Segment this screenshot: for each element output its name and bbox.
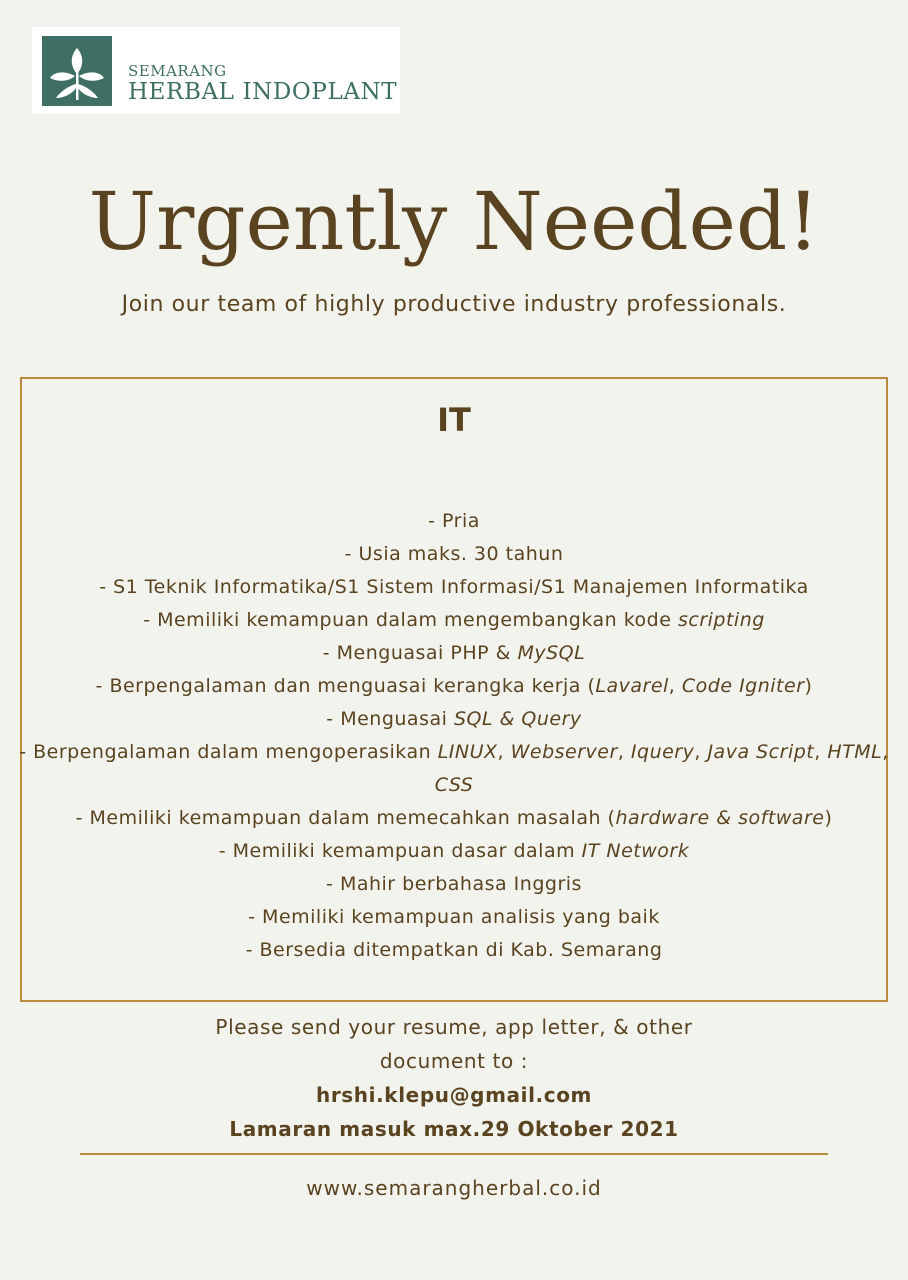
requirement-text: - Usia maks. 30 tahun	[344, 543, 564, 565]
logo	[32, 27, 400, 114]
requirement-item	[2, 670, 906, 703]
requirement-item	[2, 802, 906, 835]
requirement-term: Webserver	[510, 741, 618, 763]
requirement-text: - Memiliki kemampuan dasar dalam	[218, 840, 582, 862]
requirement-term: IT Network	[581, 840, 690, 862]
page-title: Urgently Needed!	[88, 175, 820, 268]
requirement-term: Iquery	[630, 741, 695, 763]
requirement-text: )	[804, 675, 813, 697]
requirement-term: Code Igniter	[681, 675, 805, 697]
requirement-term: Java Script	[707, 741, 815, 763]
logo-line-2: HERBAL INDOPLANT	[128, 79, 398, 105]
requirement-text: - Berpengalaman dan menguasai kerangka kerja (	[95, 675, 596, 697]
requirement-text: - Memiliki kemampuan dalam mengembangkan kode	[143, 609, 678, 631]
requirement-item	[2, 538, 906, 571]
website-link[interactable]: www.semarangherbal.co.id	[306, 1176, 602, 1200]
contact-line-1: Please send your resume, app letter, & other	[215, 1015, 693, 1039]
requirement-term: SQL & Query	[453, 708, 582, 730]
requirement-item	[2, 637, 906, 670]
job-card	[20, 377, 888, 1002]
requirement-term: MySQL	[517, 642, 586, 664]
requirement-item	[2, 736, 906, 802]
requirement-text: ,	[497, 741, 511, 763]
requirement-text: ,	[617, 741, 631, 763]
requirement-text: ,	[668, 675, 682, 697]
requirement-text: - Menguasai	[326, 708, 454, 730]
divider	[80, 1153, 828, 1155]
requirement-term: HTML	[827, 741, 883, 763]
requirement-text: ,	[694, 741, 708, 763]
requirement-item	[2, 571, 906, 604]
leaf-plant-icon	[42, 36, 112, 106]
requirement-text: ,	[814, 741, 828, 763]
application-deadline: Lamaran masuk max.29 Oktober 2021	[229, 1117, 679, 1141]
requirement-text: )	[824, 807, 833, 829]
requirement-item	[2, 604, 906, 637]
requirement-term: Lavarel	[595, 675, 669, 697]
requirement-text: - Memiliki kemampuan analisis yang baik	[248, 906, 660, 928]
requirement-term: hardware & software	[615, 807, 825, 829]
subtitle: Join our team of highly productive industry professionals.	[121, 292, 787, 317]
contact-line-2: document to :	[379, 1049, 529, 1073]
requirement-text: - Bersedia ditempatkan di Kab. Semarang	[245, 939, 663, 961]
requirement-text: - Memiliki kemampuan dalam memecahkan masalah (	[75, 807, 616, 829]
requirement-text: - Pria	[428, 510, 480, 532]
contact-email[interactable]: hrshi.klepu@gmail.com	[316, 1083, 592, 1107]
requirement-term: LINUX	[437, 741, 498, 763]
requirement-term: scripting	[677, 609, 765, 631]
requirement-text: - Menguasai PHP &	[322, 642, 518, 664]
requirement-text: - S1 Teknik Informatika/S1 Sistem Informasi/S1 Manajemen Informatika	[99, 576, 809, 598]
requirement-item	[2, 868, 906, 901]
requirement-term: CSS	[434, 774, 474, 796]
requirement-item	[2, 934, 906, 967]
requirement-item	[2, 835, 906, 868]
requirement-item	[2, 505, 906, 538]
contact-section	[0, 1010, 908, 1146]
requirements-list	[2, 505, 906, 967]
requirement-text: - Mahir berbahasa Inggris	[326, 873, 582, 895]
requirement-item	[2, 703, 906, 736]
requirement-text: ,	[882, 741, 889, 763]
requirement-text: - Berpengalaman dalam mengoperasikan	[19, 741, 438, 763]
job-title: IT	[437, 401, 471, 439]
logo-line-1: SEMARANG	[128, 62, 227, 80]
requirement-item	[2, 901, 906, 934]
